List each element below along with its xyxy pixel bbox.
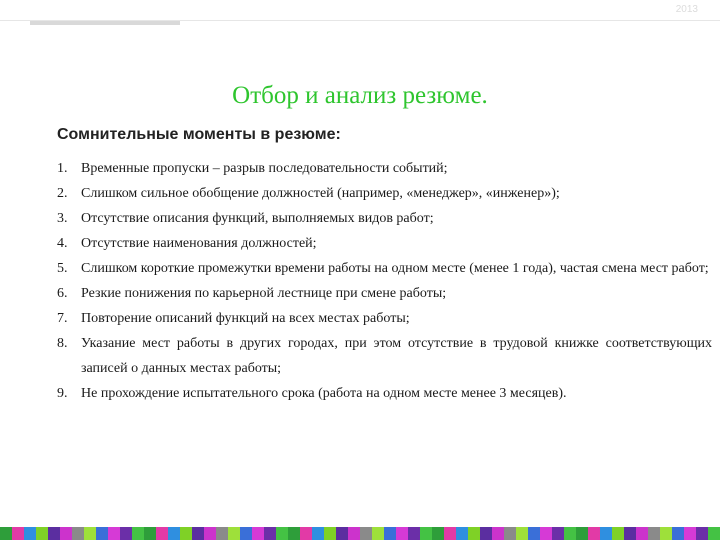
item-number: 5. xyxy=(57,261,68,276)
stripe-segment xyxy=(432,527,444,540)
stripe-segment xyxy=(228,527,240,540)
item-text: Не прохождение испытательного срока (работа на одном месте менее 3 месяцев). xyxy=(81,386,567,401)
stripe-segment xyxy=(504,527,516,540)
stripe-segment xyxy=(564,527,576,540)
stripe-segment xyxy=(144,527,156,540)
stripe-segment xyxy=(540,527,552,540)
stripe-segment xyxy=(672,527,684,540)
item-text: Указание мест работы в других городах, при этом отсутствие в трудовой книжке соответствующих записей о данных местах работы; xyxy=(81,336,712,376)
item-text: Повторение описаний функций на всех местах работы; xyxy=(81,311,410,326)
stripe-segment xyxy=(132,527,144,540)
stripe-segment xyxy=(612,527,624,540)
stripe-segment xyxy=(696,527,708,540)
stripe-segment xyxy=(708,527,720,540)
stripe-segment xyxy=(624,527,636,540)
stripe-segment xyxy=(192,527,204,540)
stripe-segment xyxy=(288,527,300,540)
stripe-segment xyxy=(600,527,612,540)
stripe-segment xyxy=(168,527,180,540)
top-accent-bar xyxy=(30,21,180,25)
stripe-segment xyxy=(660,527,672,540)
stripe-segment xyxy=(48,527,60,540)
stripe-segment xyxy=(528,527,540,540)
item-text: Отсутствие описания функций, выполняемых видов работ; xyxy=(81,211,434,226)
item-number: 3. xyxy=(57,211,68,226)
list-item xyxy=(57,181,712,206)
slide-year: 2013 xyxy=(675,4,698,15)
stripe-segment xyxy=(216,527,228,540)
stripe-segment xyxy=(12,527,24,540)
stripe-segment xyxy=(120,527,132,540)
stripe-segment xyxy=(456,527,468,540)
stripe-segment xyxy=(300,527,312,540)
item-number: 9. xyxy=(57,386,68,401)
item-number: 8. xyxy=(57,336,68,351)
stripe-segment xyxy=(396,527,408,540)
stripe-segment xyxy=(24,527,36,540)
stripe-segment xyxy=(324,527,336,540)
item-number: 2. xyxy=(57,186,68,201)
stripe-segment xyxy=(492,527,504,540)
stripe-segment xyxy=(0,527,12,540)
list-item xyxy=(57,306,712,331)
stripe-segment xyxy=(372,527,384,540)
stripe-segment xyxy=(312,527,324,540)
stripe-segment xyxy=(264,527,276,540)
item-text: Отсутствие наименования должностей; xyxy=(81,236,317,251)
list-item xyxy=(57,231,712,256)
list-item xyxy=(57,256,712,281)
stripe-segment xyxy=(684,527,696,540)
stripe-segment xyxy=(180,527,192,540)
stripe-segment xyxy=(276,527,288,540)
stripe-segment xyxy=(36,527,48,540)
stripe-segment xyxy=(72,527,84,540)
stripe-segment xyxy=(84,527,96,540)
stripe-segment xyxy=(552,527,564,540)
item-text: Слишком короткие промежутки времени работы на одном месте (менее 1 года), частая смена мест работ; xyxy=(81,261,709,276)
decorative-color-stripe xyxy=(0,527,720,540)
list-item xyxy=(57,156,712,181)
list-item xyxy=(57,281,712,306)
stripe-segment xyxy=(156,527,168,540)
stripe-segment xyxy=(648,527,660,540)
item-text: Слишком сильное обобщение должностей (например, «менеджер», «инженер»); xyxy=(81,186,560,201)
stripe-segment xyxy=(204,527,216,540)
list-item xyxy=(57,331,712,381)
stripe-segment xyxy=(96,527,108,540)
stripe-segment xyxy=(480,527,492,540)
stripe-segment xyxy=(576,527,588,540)
item-number: 7. xyxy=(57,311,68,326)
stripe-segment xyxy=(420,527,432,540)
stripe-segment xyxy=(636,527,648,540)
list-item xyxy=(57,381,712,406)
stripe-segment xyxy=(252,527,264,540)
list-item xyxy=(57,206,712,231)
stripe-segment xyxy=(60,527,72,540)
stripe-segment xyxy=(240,527,252,540)
stripe-segment xyxy=(468,527,480,540)
item-text: Резкие понижения по карьерной лестнице при смене работы; xyxy=(81,286,447,301)
item-number: 1. xyxy=(57,161,68,176)
stripe-segment xyxy=(444,527,456,540)
item-text: Временные пропуски – разрыв последовательности событий; xyxy=(81,161,448,176)
stripe-segment xyxy=(360,527,372,540)
item-list xyxy=(57,156,712,406)
stripe-segment xyxy=(384,527,396,540)
stripe-segment xyxy=(516,527,528,540)
stripe-segment xyxy=(108,527,120,540)
stripe-segment xyxy=(408,527,420,540)
slide-subtitle: Сомнительные моменты в резюме: xyxy=(57,126,341,143)
slide-title: Отбор и анализ резюме. xyxy=(232,82,488,109)
stripe-segment xyxy=(588,527,600,540)
item-number: 4. xyxy=(57,236,68,251)
item-number: 6. xyxy=(57,286,68,301)
stripe-segment xyxy=(348,527,360,540)
stripe-segment xyxy=(336,527,348,540)
